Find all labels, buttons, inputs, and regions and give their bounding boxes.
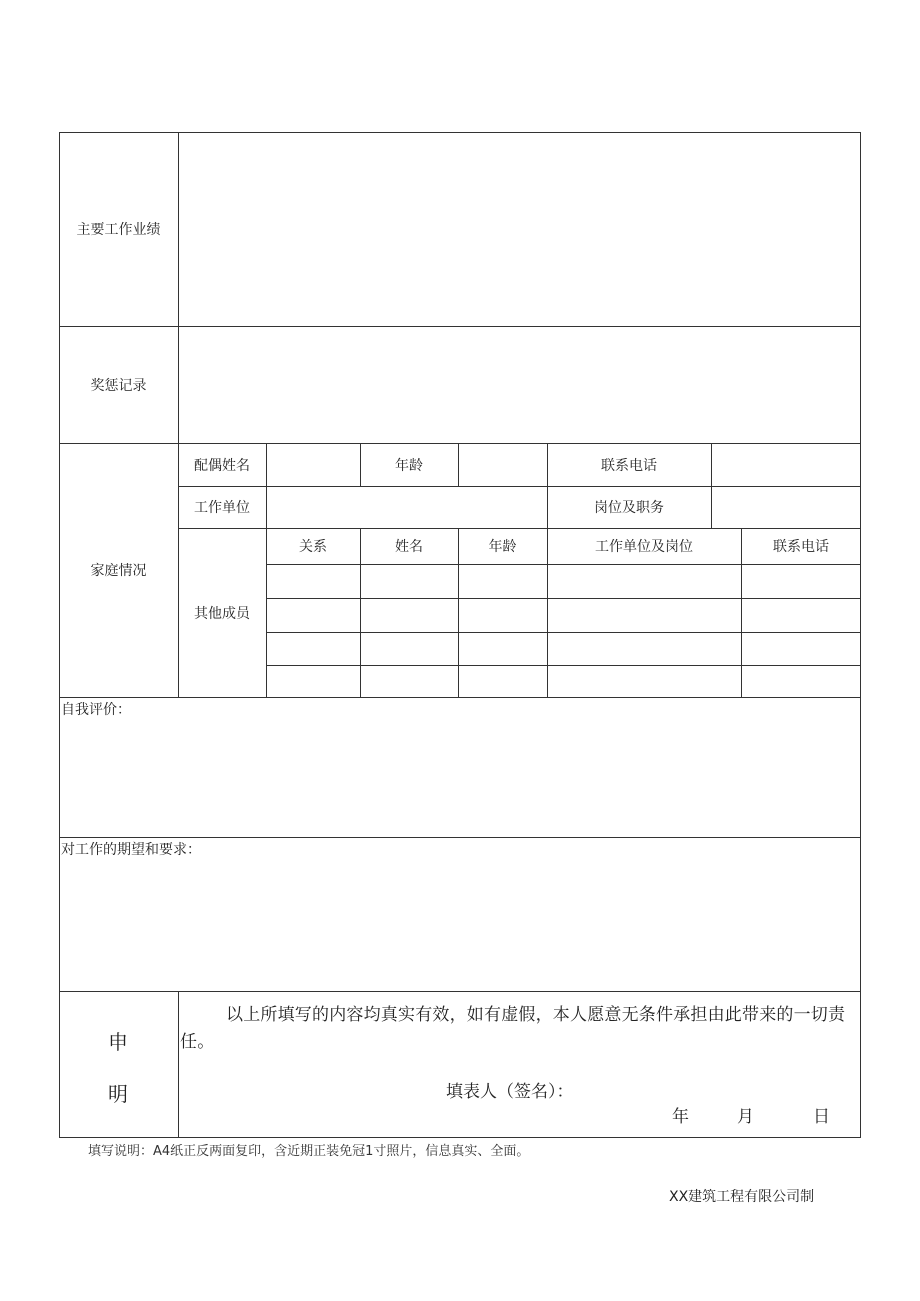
member-row[interactable] [267,666,860,697]
member-row[interactable] [267,599,860,632]
achievements-field[interactable] [179,133,860,326]
member-row[interactable] [267,633,860,665]
spouse-name-field[interactable] [267,444,360,486]
fill-instructions: 填写说明：A4纸正反两面复印，含近期正装免冠1寸照片，信息真实、全面。 [88,1144,530,1159]
date-day-label: 日 [813,1107,830,1127]
self-evaluation-field[interactable] [60,718,860,837]
spouse-age-label: 年龄 [395,457,423,474]
expectation-field[interactable] [60,858,860,991]
date-month-label: 月 [737,1107,754,1127]
expectation-label: 对工作的期望和要求： [61,842,201,858]
row-divider [59,697,861,698]
member-row[interactable] [267,565,860,598]
spouse-age-field[interactable] [459,444,547,486]
post-label: 岗位及职务 [594,500,664,516]
signer-label: 填表人（签名）： [446,1082,574,1102]
member-header-age: 年龄 [488,539,517,555]
member-header-work-unit: 工作单位及岗位 [595,539,693,555]
rewards-label: 奖惩记录 [90,377,147,394]
spouse-phone-field[interactable] [712,444,860,486]
declaration-text: 以上所填写的内容均真实有效，如有虚假，本人愿意无条件承担由此带来的一切责任。 [180,1005,846,1052]
other-members-label: 其他成员 [194,605,250,622]
column-divider [178,991,179,1138]
row-divider [59,837,861,838]
work-unit-field[interactable] [267,487,547,528]
member-header-relation: 关系 [299,539,327,555]
date-year-label: 年 [672,1107,689,1127]
spouse-phone-label: 联系电话 [601,457,657,474]
member-header-phone: 联系电话 [773,539,829,555]
achievements-label: 主要工作业绩 [76,222,161,238]
post-field[interactable] [712,487,860,528]
spouse-name-label: 配偶姓名 [194,457,250,474]
family-section-label: 家庭情况 [90,563,147,579]
member-header-name: 姓名 [395,539,423,555]
company-maker: XX建筑工程有限公司制 [669,1189,815,1205]
rewards-field[interactable] [179,327,860,443]
declaration-char-1: 申 [108,1030,128,1054]
declaration-char-2: 明 [108,1082,128,1106]
signature-field[interactable] [590,1074,790,1100]
row-divider [59,991,861,992]
self-evaluation-label: 自我评价： [61,702,131,718]
work-unit-label: 工作单位 [194,500,250,516]
